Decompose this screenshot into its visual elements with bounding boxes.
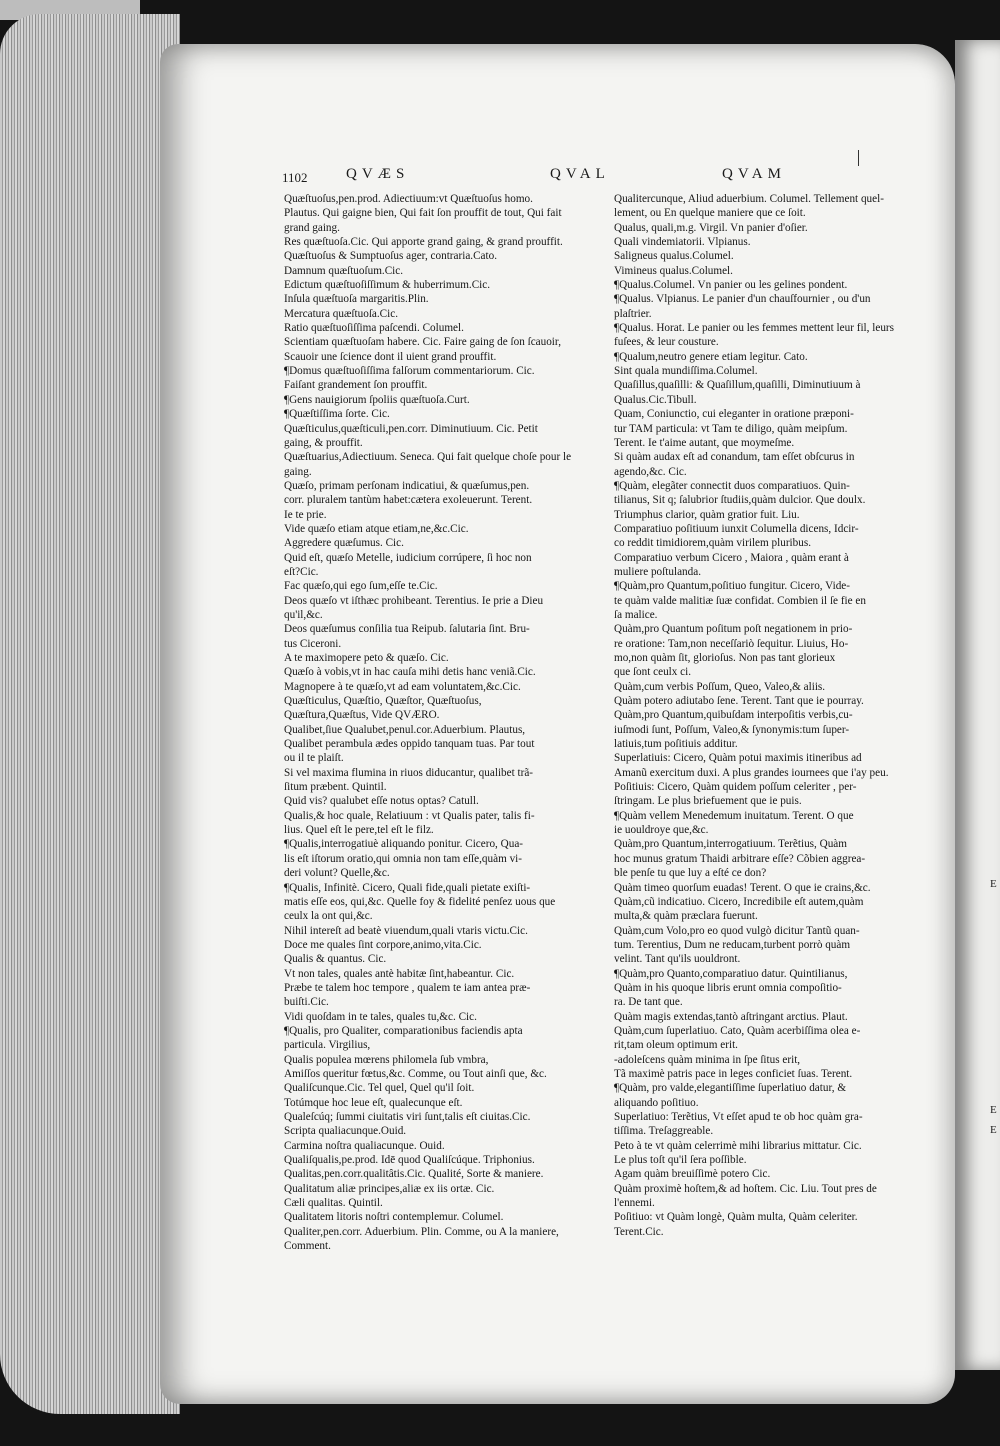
text-line: Vimineus qualus.Columel. (614, 264, 733, 277)
text-line: Deos quæſo vt iſthæc prohibeant. Terentius. Ie prie a Dieu (284, 594, 544, 607)
text-line: ¶Quæſtiſſima ſorte. Cic. (284, 408, 390, 421)
text-line: fuſees, & leur cousture. (614, 336, 719, 349)
text-line: Quàm potero adiutabo ſene. Terent. Tant que ie pourray. (614, 695, 864, 708)
text-line: Quàm proximè hoſtem,& ad hoſtem. Cic. Liu. Tout pres de (614, 1182, 877, 1195)
text-line: Quàm,pro Quantum,interrogatiuum. Terẽtius, Quàm (614, 838, 847, 851)
text-line: tus Ciceroni. (284, 637, 342, 650)
text-line: Amiſſos queritur fœtus,&c. Comme, ou Tout ainſi que, &c. (284, 1067, 547, 1080)
text-line: Qualiſqualis,pe.prod. Idē quod Qualiſcúque. Triphonius. (284, 1154, 535, 1167)
text-line: Damnum quæſtuoſum.Cic. (284, 264, 404, 277)
text-line: Terent.Cic. (614, 1225, 664, 1238)
text-line: Quàm,cum verbis Poſſum, Queo, Valeo,& aliis. (614, 680, 826, 693)
text-line: Qualitatem litoris noſtri contemplemur. Columel. (284, 1211, 504, 1224)
text-line: Qualitas,pen.corr.qualitâtis.Cic. Qualité, Sorte & maniere. (284, 1168, 544, 1181)
text-line: ¶Quàm vellem Menedemum inuitatum. Terent. O que (614, 809, 854, 822)
text-line: Quæſo, primam perſonam indicatiui, & quæſumus,pen. (284, 479, 530, 492)
text-line: muliere poſtulanda. (614, 565, 701, 578)
text-line: Edictum quæſtuoſiſſimum & huberrimum.Cic. (284, 279, 491, 292)
text-line: Aggredere quæſumus. Cic. (284, 537, 404, 550)
text-line: Qualeſcúq; ſummi ciuitatis viri ſunt,talis eſt ciuitas.Cic. (284, 1111, 531, 1123)
text-line: tum. Terentius, Dum ne reducam,turbent porrò quàm (614, 938, 851, 951)
text-line: ¶Qualis,interrogatiuè aliquando ponitur. Cicero, Qua- (284, 838, 524, 851)
text-line: particula. Virgilius, (284, 1039, 371, 1052)
text-line: ¶Qualis, pro Qualiter, comparationibus faciendis apta (284, 1024, 523, 1037)
text-line: eſt?Cic. (284, 565, 319, 578)
text-line: ra. De tant que. (614, 996, 683, 1009)
text-line: Qualis populea mœrens philomela ſub vmbra, (284, 1053, 489, 1066)
text-line: ¶Gens nauigiorum ſpoliis quæſtuoſa.Curt. (284, 393, 470, 406)
text-line: ble penſe tu que luy a eſté ce don? (614, 867, 767, 880)
text-line: tur TAM particula: vt Tam te diligo, quàm meipſum. (614, 422, 848, 435)
text-line: lis eſt iſtorum oratio,qui omnia non tam eſſe,quàm vi- (284, 852, 523, 865)
text-line: Quàm,cum Volo,pro eo quod vulgò dicitur Tantũ quan- (614, 924, 860, 937)
text-line: mo,non quàm ſit, glorioſus. Non pas tant glorieux (614, 652, 836, 664)
text-line: ¶Domus quæſtuoſiſſima falſorum commentariorum. Cic. (284, 365, 535, 378)
text-line: Qualibet perambula ædes oppido tanquam tuas. Par tout (284, 738, 535, 751)
facing-page-fragment: E (990, 1104, 997, 1116)
text-line: Plautus. Qui gaigne bien, Qui fait ſon prouffit de tout, Qui fait (284, 207, 562, 220)
text-line: velint. Tant qu'ils uouldront. (614, 953, 741, 966)
margin-mark (858, 150, 859, 166)
text-line: tilianus, Sit q; ſalubrior ſtudiis,quàm dulcior. Que doulx. (614, 494, 866, 507)
text-line: Quàm,cũ indicatiuo. Cicero, Incredibile eſt autem,quàm (614, 895, 864, 908)
text-line: Scientiam quæſtuoſam habere. Cic. Faire gaing de ſon ſcauoir, (284, 336, 561, 349)
text-line: ¶Qualis, Infinitè. Cicero, Quali fide,quali pietate exiſti- (284, 881, 531, 894)
text-line: Inſula quæſtuoſa margaritis.Plin. (284, 293, 429, 306)
text-line: Si quàm audax eſt ad conandum, tam eſſet obſcurus in (614, 451, 855, 464)
text-line: Superlatiuis: Cicero, Quàm potui maximis itineribus ad (614, 752, 862, 765)
text-line: ¶Qualus. Horat. Le panier ou les femmes mettent leur fil, leurs (614, 322, 895, 335)
text-line: matis eſſe eos, qui,&c. Quelle foy & fidelité penſez uous que (284, 895, 556, 908)
text-line: Qualis & quantus. Cic. (284, 953, 387, 966)
header-left-word: QVÆS (346, 166, 410, 182)
text-line: grand gaing. (284, 221, 340, 234)
text-line: ¶Quàm, pro valde,elegantiſſime ſuperlatiuo datur, & (614, 1082, 847, 1095)
text-line: Fac quæſo,qui ego ſum,eſſe te.Cic. (284, 580, 438, 593)
text-line: Quæſticulus, Quæſtio, Quæſtor, Quæſtuoſus, (284, 695, 482, 708)
text-line: gaing. (284, 465, 312, 478)
text-line: re oratione: Tam,non neceſſariò ſequitur. Liuius, Ho- (614, 637, 849, 650)
text-line: co reddit timidiorem,quàm virilem pluribus. (614, 537, 811, 550)
text-line: Comment. (284, 1240, 331, 1253)
text-line: ie uouldroye que,&c. (614, 824, 709, 837)
text-line: Nihil intereſt ad beatè viuendum,quali vtaris victu.Cic. (284, 924, 528, 937)
text-line: Amanũ exercitum duxi. A plus grandes iournees que i'ay peu. (614, 766, 889, 779)
text-line: Quid eſt, quæſo Metelle, iudicium corrúpere, ſi hoc non (284, 551, 532, 564)
text-line: hoc munus gratum Thaidi arbitrare eſſe? Cõbien aggrea- (614, 852, 866, 865)
text-line: gaing, & prouffit. (284, 436, 363, 449)
text-line: ſtringam. Le plus briefuement que ie puis. (614, 795, 802, 808)
text-line: Cæli qualitas. Quintil. (284, 1197, 383, 1210)
text-line: Doce me quales ſint corpore,animo,vita.Cic. (284, 938, 482, 951)
text-line: Qualus, quali,m.g. Virgil. Vn panier d'oſier. (614, 221, 808, 234)
text-line: Vide quæſo etiam atque etiam,ne,&c.Cic. (284, 522, 469, 535)
text-line: Quàm,pro Quantum,quibuſdam interpoſitis verbis,cu- (614, 709, 853, 722)
text-line: Præbe te talem hoc tempore , qualem te iam antea præ- (284, 981, 531, 994)
text-line: Quàm,cum ſuperlatiuo. Cato, Quàm acerbiſſima olea e- (614, 1024, 861, 1037)
text-line: Scripta qualiacunque.Ouid. (284, 1125, 407, 1138)
text-line: Peto à te vt quàm celerrimè mihi librarius mittatur. Cic. (614, 1139, 862, 1152)
text-line: Quaſillus,quaſilli: & Quaſillum,quaſilli, Diminutiuum à (614, 379, 861, 392)
text-line: lement, ou En quelque maniere que ce ſoit. (614, 207, 806, 220)
text-line: ¶Qualus. Vlpianus. Le panier d'un chauſfournier , ou d'un (614, 293, 871, 306)
text-line: Qualiſcunque.Cic. Tel quel, Quel qu'il ſoit. (284, 1082, 475, 1095)
text-line: Ie te prie. (284, 508, 327, 521)
text-line: Quàm,pro Quantum poſitum poſt negationem in prio- (614, 623, 853, 636)
text-line: agendo,&c. Cic. (614, 465, 687, 478)
text-line: Agam quàm breuiſſimè potero Cic. (614, 1168, 771, 1181)
text-line: ſa malice. (614, 608, 658, 621)
text-line: Quàm timeo quorſum euadas! Terent. O que ie crains,&c. (614, 881, 871, 894)
text-line: te quàm valde malitiæ ſuæ confidat. Combien il ſe fie en (614, 594, 866, 607)
text-line: Vt non tales, quales antè habitæ ſint,habeantur. Cic. (284, 967, 515, 980)
page-number: 1102 (282, 170, 308, 185)
text-line: Ratio quæſtuoſiſſima paſcendi. Columel. (284, 322, 464, 335)
header-right-word: QVAM (722, 166, 786, 182)
text-line: Sint quala mundiſſima.Columel. (614, 365, 758, 378)
text-line: ¶Qualus.Columel. Vn panier ou les gelines pondent. (614, 279, 848, 292)
text-line: Scauoir une ſcience dont il uient grand prouffit. (284, 350, 497, 363)
text-line: Si vel maxima flumina in riuos diducantur, qualibet trã- (284, 766, 534, 779)
text-line: qu'il,&c. (284, 608, 323, 621)
facing-page-edge (955, 40, 1000, 1370)
text-line: Qualibet,ſiue Qualubet,penul.cor.Aduerbium. Plautus, (284, 723, 526, 736)
text-line: ceulx la ont qui,&c. (284, 910, 373, 923)
text-line: latiuis,tum poſitiuis additur. (614, 738, 738, 751)
text-line: Qualitercunque, Aliud aduerbium. Columel. Tellement quel- (614, 193, 884, 205)
text-line: Quæſtuarius,Adiectiuum. Seneca. Qui fait quelque choſe pour le (284, 451, 572, 464)
text-line: tiſſima. Treſaggreable. (614, 1125, 714, 1138)
text-line: ¶Quàm,pro Quanto,comparatiuo datur. Quintilianus, (614, 967, 848, 980)
text-line: Qualus.Cic.Tibull. (614, 393, 697, 406)
text-line: Quali vindemiatorii. Vlpianus. (614, 236, 751, 249)
text-line: Deos quæſumus conſilia tua Reipub. ſalutaria ſint. Bru- (284, 623, 530, 636)
text-line: Le plus toſt qu'il ſera poſſible. (614, 1154, 747, 1167)
text-line: Qualitatum aliæ principes,aliæ ex iis ortæ. Cic. (284, 1182, 495, 1195)
text-line: Terent. Ie t'aime autant, que moymeſme. (614, 436, 795, 449)
text-line: Poſitiuis: Cicero, Quàm quidem poſſum celeriter , per- (614, 781, 857, 794)
text-line: Quam, Coniunctio, cui eleganter in oratione præponi- (614, 408, 854, 421)
text-line: Res quæſtuoſa.Cic. Qui apporte grand gaing, & grand prouffit. (284, 236, 563, 249)
text-line: buiſti.Cic. (284, 996, 329, 1009)
right-column (614, 192, 916, 1239)
text-line: rit,tam oleum optimum erit. (614, 1039, 738, 1052)
header-middle-word: QVAL (550, 166, 610, 182)
text-line: ou il te plaiſt. (284, 752, 344, 765)
text-line: ſitum præbent. Quintil. (284, 781, 387, 794)
text-line: Quid vis? qualubet eſſe notus optas? Catull. (284, 795, 479, 808)
text-line: l'ennemi. (614, 1197, 655, 1210)
text-line: Quæſo à vobis,vt in hac cauſa mihi detis hanc veniã.Cic. (284, 666, 536, 679)
book-page-edges (0, 14, 180, 1414)
text-line: lius. Quel eſt le pere,tel eſt le filz. (284, 824, 434, 837)
facing-page-fragment: E (990, 878, 997, 890)
text-line: ¶Quàm, elegãter connectit duos comparatiuos. Quin- (614, 479, 850, 492)
text-line: A te maximopere peto & quæſo. Cic. (284, 652, 449, 664)
facing-page-fragment: E (990, 1124, 997, 1136)
text-line: -adoleſcens quàm minima in ſpe ſitus erit, (614, 1053, 801, 1066)
text-line: aliquando poſitiuo. (614, 1096, 699, 1109)
text-line: iuſmodi ſunt, Poſſum, Valeo,& ſynonymis:tum ſuper- (614, 723, 850, 736)
text-line: Faiſant grandement ſon prouffit. (284, 379, 428, 392)
text-line: Tã maximè patris pace in leges conficiet ſuas. Terent. (614, 1067, 853, 1080)
text-line: Carmina noſtra qualiacunque. Ouid. (284, 1139, 445, 1152)
left-column (284, 192, 604, 1253)
text-line: multa,& quàm præclara fuerunt. (614, 910, 758, 923)
text-line: Quàm magis extendas,tantò aſtringant arctius. Plaut. (614, 1010, 848, 1023)
text-line: Quæſtura,Quæſtus, Vide QVÆRO. (284, 709, 440, 722)
text-line: Vidi quoſdam in te tales, quales tu,&c. Cic. (284, 1010, 477, 1023)
text-line: ¶Qualum,neutro genere etiam legitur. Cato. (614, 350, 808, 363)
text-line: Qualis,& hoc quale, Relatiuum : vt Qualis pater, talis fi- (284, 809, 535, 822)
text-line: corr. pluralem tantùm habet:cætera exoleuerunt. Terent. (284, 494, 533, 507)
text-line: Totúmque hoc leue eſt, qualecunque eſt. (284, 1096, 463, 1109)
text-line: Quæſticulus,quæſticuli,pen.corr. Diminutiuum. Cic. Petit (284, 422, 538, 435)
text-line: Mercatura quæſtuoſa.Cic. (284, 307, 399, 320)
running-header (282, 166, 842, 192)
text-line: plaſtrier. (614, 307, 652, 320)
text-line: ¶Quàm,pro Quantum,poſitiuo fungitur. Cicero, Vide- (614, 580, 850, 593)
text-line: Quæſtuoſus & Sumptuoſus ager, contraria.Cato. (284, 250, 498, 263)
text-line: Quæſtuoſus,pen.prod. Adiectiuum:vt Quæſtuoſus homo. (284, 193, 533, 205)
text-line: Quàm in his quoque libris erunt omnia compoſitio- (614, 981, 842, 994)
text-line: que ſont ceulx ci. (614, 666, 692, 679)
text-line: deri volunt? Quelle,&c. (284, 867, 390, 880)
text-line: Comparatiuo verbum Cicero , Maiora , quàm erant à (614, 551, 849, 564)
text-line: Superlatiuo: Terẽtius, Vt eſſet apud te ob hoc quàm gra- (614, 1111, 863, 1123)
text-line: Poſitiuo: vt Quàm longè, Quàm multa, Quàm celeriter. (614, 1211, 858, 1224)
text-line: Comparatiuo poſitiuum iunxit Columella dicens, Idcir- (614, 522, 859, 535)
text-line: Qualiter,pen.corr. Aduerbium. Plin. Comme, ou A la maniere, (284, 1225, 559, 1238)
text-line: Triumphus clarior, quàm gratior fuit. Liu. (614, 508, 800, 521)
text-line: Magnopere à te quæſo,vt ad eam voluntatem,&c.Cic. (284, 680, 521, 693)
text-line: Saligneus qualus.Columel. (614, 250, 734, 263)
